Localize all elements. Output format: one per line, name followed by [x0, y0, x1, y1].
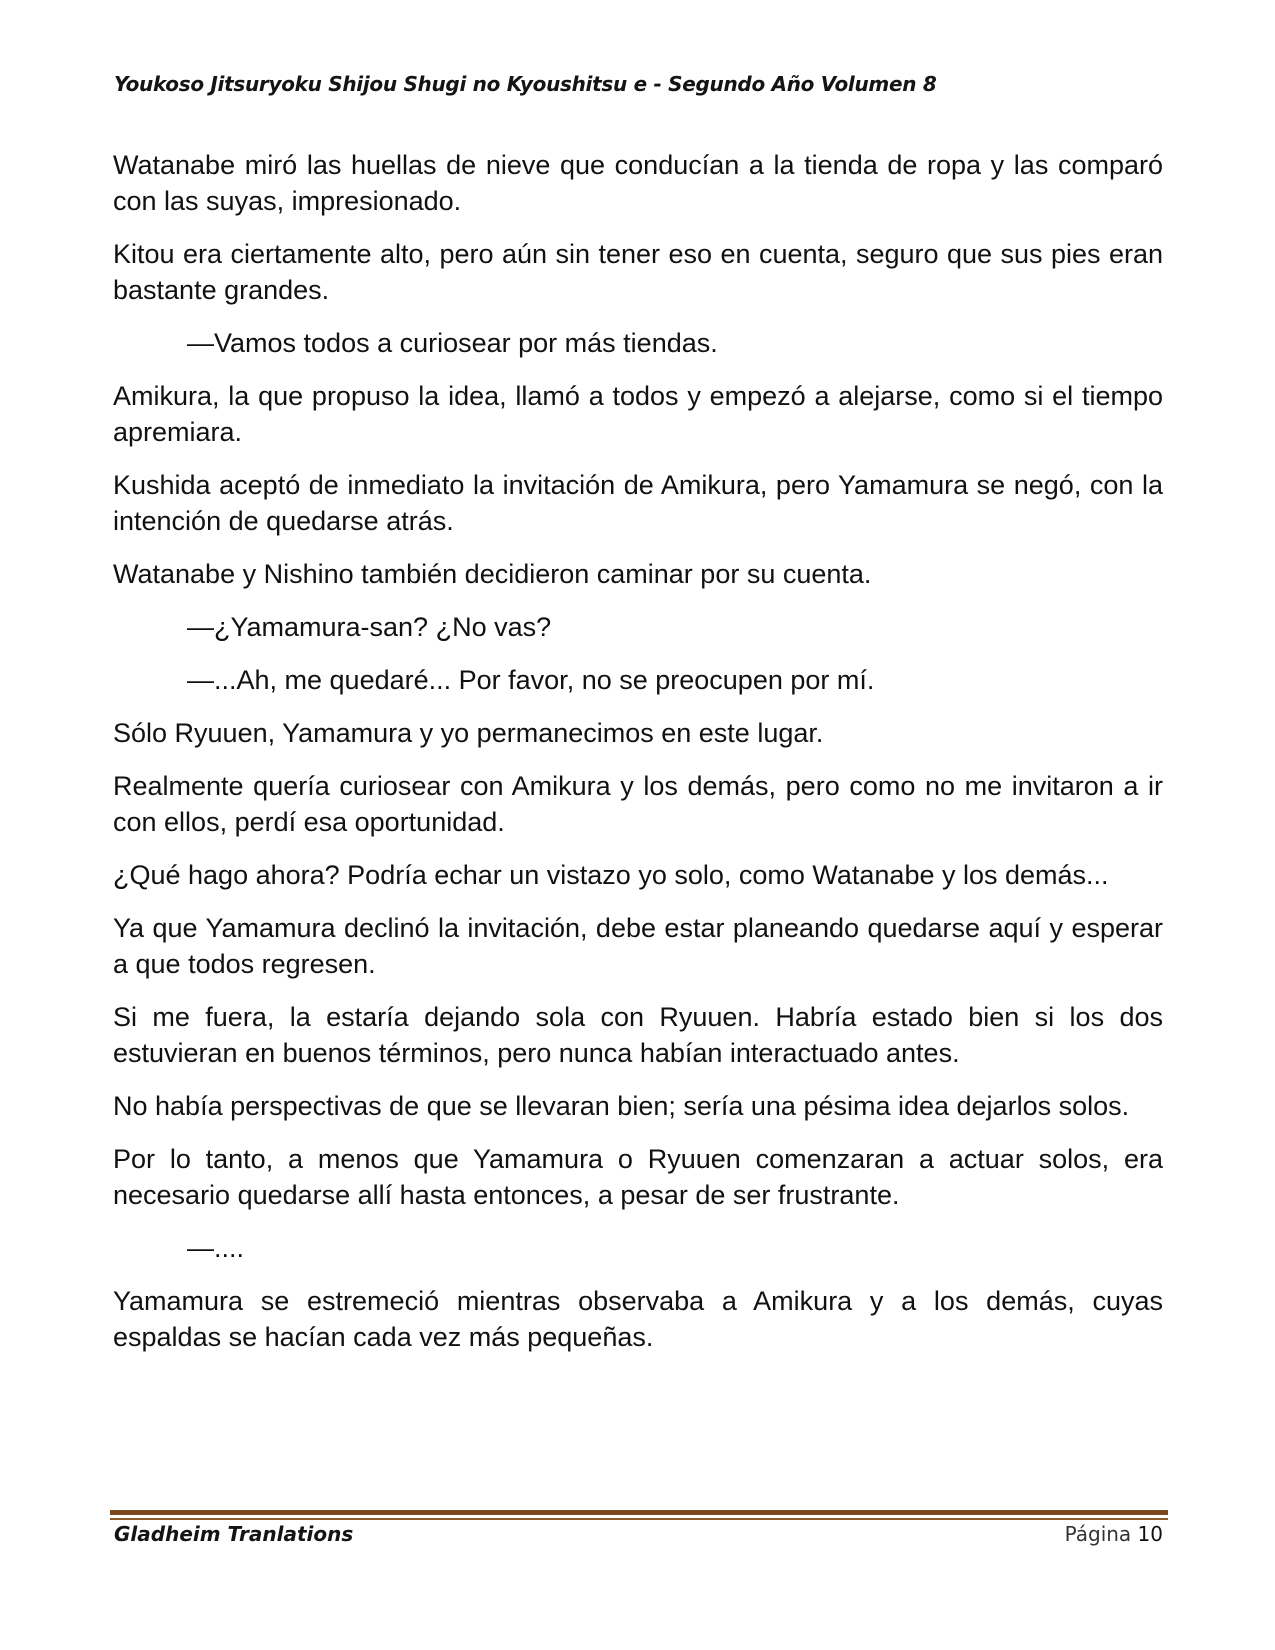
dialogue-line: —.... [187, 1233, 245, 1263]
publisher-name: Gladheim Tranlations [114, 1522, 354, 1546]
footer-rule-thick [110, 1510, 1168, 1515]
paragraph: Realmente quería curiosear con Amikura y los demás, pero como no me invitaron a ir con ellos, perdí esa oportunidad. [113, 771, 1163, 837]
dialogue-line: —...Ah, me quedaré... Por favor, no se preocupen por mí. [187, 665, 875, 695]
paragraph: Ya que Yamamura declinó la invitación, debe estar planeando quedarse aquí y esperar a que todos regresen. [113, 913, 1163, 979]
paragraph: Si me fuera, la estaría dejando sola con Ryuuen. Habría estado bien si los dos estuvieran en buenos términos, pero nunca habían interactuado antes. [113, 1002, 1163, 1068]
dialogue-line: —Vamos todos a curiosear por más tiendas. [187, 328, 718, 358]
page-body [113, 147, 1163, 1372]
paragraph: ¿Qué hago ahora? Podría echar un vistazo yo solo, como Watanabe y los demás... [113, 860, 1109, 890]
paragraph: Por lo tanto, a menos que Yamamura o Ryuuen comenzaran a actuar solos, era necesario quedarse allí hasta entonces, a pesar de ser frustrante. [113, 1144, 1163, 1210]
paragraph: Yamamura se estremeció mientras observaba a Amikura y a los demás, cuyas espaldas se hacían cada vez más pequeñas. [113, 1286, 1163, 1352]
paragraph: Kitou era ciertamente alto, pero aún sin tener eso en cuenta, seguro que sus pies eran bastante grandes. [113, 239, 1163, 305]
paragraph: Watanabe y Nishino también decidieron caminar por su cuenta. [113, 559, 872, 589]
footer-rule-thin [110, 1518, 1168, 1520]
page-number: 10 [1137, 1522, 1163, 1546]
running-header: Youkoso Jitsuryoku Shijou Shugi no Kyoushitsu e - Segundo Año Volumen 8 [114, 72, 937, 96]
paragraph: Amikura, la que propuso la idea, llamó a todos y empezó a alejarse, como si el tiempo apremiara. [113, 381, 1163, 447]
paragraph: Sólo Ryuuen, Yamamura y yo permanecimos en este lugar. [113, 718, 824, 748]
paragraph: Watanabe miró las huellas de nieve que conducían a la tienda de ropa y las comparó con las suyas, impresionado. [113, 150, 1163, 216]
dialogue-line: —¿Yamamura-san? ¿No vas? [187, 612, 552, 642]
page-number-label [1065, 1522, 1163, 1546]
paragraph: Kushida aceptó de inmediato la invitación de Amikura, pero Yamamura se negó, con la intención de quedarse atrás. [113, 470, 1163, 536]
page-label: Página [1064, 1522, 1132, 1546]
paragraph: No había perspectivas de que se llevaran bien; sería una pésima idea dejarlos solos. [113, 1091, 1130, 1121]
